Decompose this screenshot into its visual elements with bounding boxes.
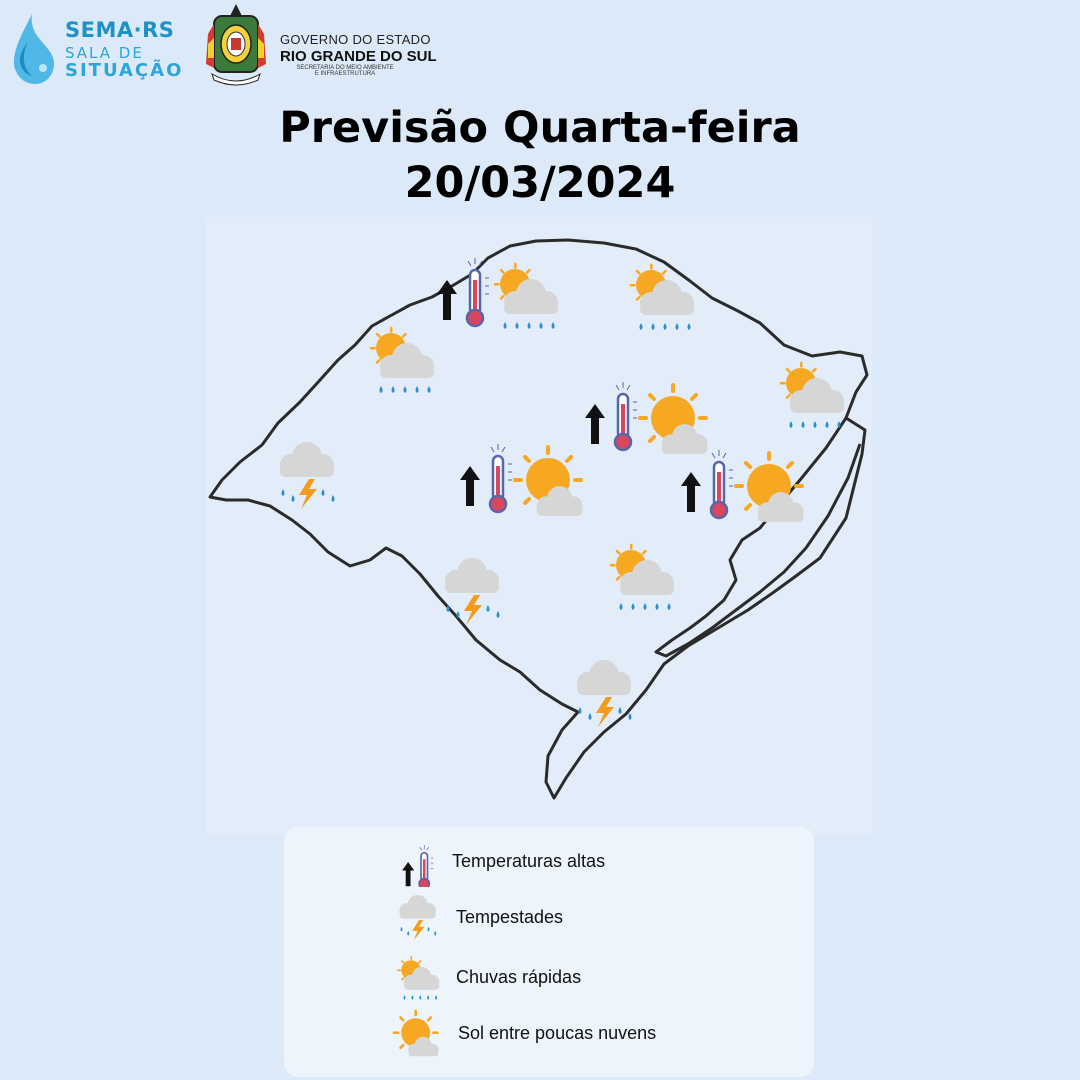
- secretariat-line: E INFRAESTRUTURA: [314, 71, 376, 77]
- legend-label: Temperaturas altas: [452, 851, 606, 871]
- partly-cloudy-rain-icon: [605, 539, 685, 624]
- page-date: 20/03/2024: [404, 158, 676, 208]
- sun-cloud-icon: [392, 1009, 442, 1059]
- legend-item: [284, 837, 814, 887]
- legend-item: [284, 893, 814, 943]
- legend-label: Chuvas rápidas: [456, 967, 582, 987]
- map-panel: [205, 217, 872, 835]
- government-label: [280, 32, 437, 77]
- state-name: RIO GRANDE DO SUL: [280, 48, 437, 65]
- sema-subtitle: SITUAÇÃO: [65, 60, 184, 81]
- legend-item: [284, 953, 814, 1003]
- storm-icon: [275, 439, 355, 519]
- sema-title: SEMA·RS: [65, 18, 175, 42]
- legend-label: Sol entre poucas nuvens: [458, 1023, 657, 1043]
- partly-cloudy-rain-icon: [365, 322, 445, 407]
- storm-icon: [440, 555, 520, 635]
- partly-cloudy-rain-icon: [775, 357, 855, 442]
- legend-item: [284, 1009, 814, 1059]
- secretariat-line: SECRETARIA DO MEIO AMBIENTE: [296, 65, 394, 71]
- header: [0, 0, 1080, 100]
- page-title: Previsão Quarta-feira: [279, 103, 801, 153]
- storm-icon: [572, 657, 652, 737]
- storm-icon: [392, 893, 442, 943]
- sema-logo: [10, 10, 200, 90]
- thermometer-up-icon: [392, 837, 442, 887]
- state-crest-icon: [202, 4, 270, 90]
- government-line: GOVERNO DO ESTADO: [280, 32, 431, 47]
- hot-partly-cloudy-rain-icon: [427, 255, 562, 350]
- sema-subtitle: SALA DE: [65, 44, 144, 62]
- sun-cloud-rain-icon: [392, 953, 442, 1003]
- hot-sun-clouds-icon: [669, 445, 814, 535]
- water-drop-icon: [10, 12, 60, 86]
- legend: [284, 827, 814, 1077]
- legend-label: Tempestades: [456, 907, 564, 927]
- partly-cloudy-rain-icon: [625, 259, 705, 344]
- hot-sun-clouds-icon: [448, 439, 593, 529]
